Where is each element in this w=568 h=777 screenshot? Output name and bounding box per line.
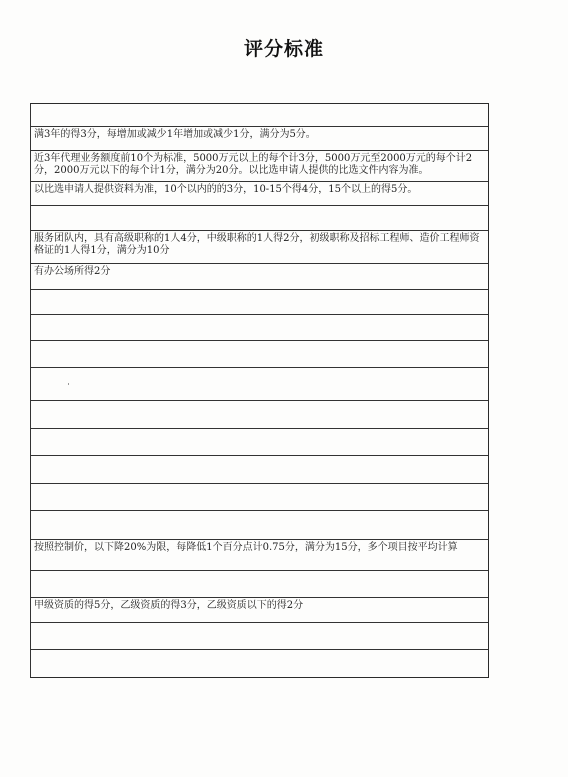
table-row-9 <box>31 315 488 341</box>
table-row-18 <box>31 571 488 598</box>
table-row-3: 近3年代理业务额度前10个为标准，5000万元以上的每个计3分，5000万元至2000万元的每个计2分，2000万元以下的每个计1分，满分为20分。以比选申请人提供的比选文件内容为准。 <box>31 151 488 182</box>
table-row-19: 甲级资质的得5分，乙级资质的得3分，乙级资质以下的得2分 <box>31 598 488 623</box>
table-row-14 <box>31 456 488 484</box>
table-row-8 <box>31 290 488 315</box>
scoring-table <box>30 103 489 678</box>
table-row-11 <box>31 368 488 401</box>
table-row-4: 以比选申请人提供资料为准，10个以内的的3分，10-15个得4分，15个以上的得5分。 <box>31 182 488 206</box>
table-row-12 <box>31 401 488 429</box>
table-row-21 <box>31 650 488 677</box>
table-row-15 <box>31 484 488 511</box>
table-row-13 <box>31 429 488 456</box>
scan-speck <box>68 383 69 385</box>
table-row-17: 按照控制价，以下降20%为限，每降低1个百分点计0.75分，满分为15分，多个项目按平均计算 <box>31 540 488 571</box>
table-row-6: 服务团队内，具有高级职称的1人4分，中级职称的1人得2分，初级职称及招标工程师、造价工程师资格证的1人得1分，满分为10分 <box>31 231 488 264</box>
page-title: 评分标准 <box>243 38 324 60</box>
table-row-20 <box>31 623 488 650</box>
table-row-10 <box>31 341 488 368</box>
table-row-1 <box>31 104 488 127</box>
table-row-16 <box>31 511 488 540</box>
table-row-5 <box>31 206 488 231</box>
table-row-7: 有办公场所得2分 <box>31 264 488 290</box>
table-row-2: 满3年的得3分，每增加或减少1年增加或减少1分，满分为5分。 <box>31 127 488 151</box>
